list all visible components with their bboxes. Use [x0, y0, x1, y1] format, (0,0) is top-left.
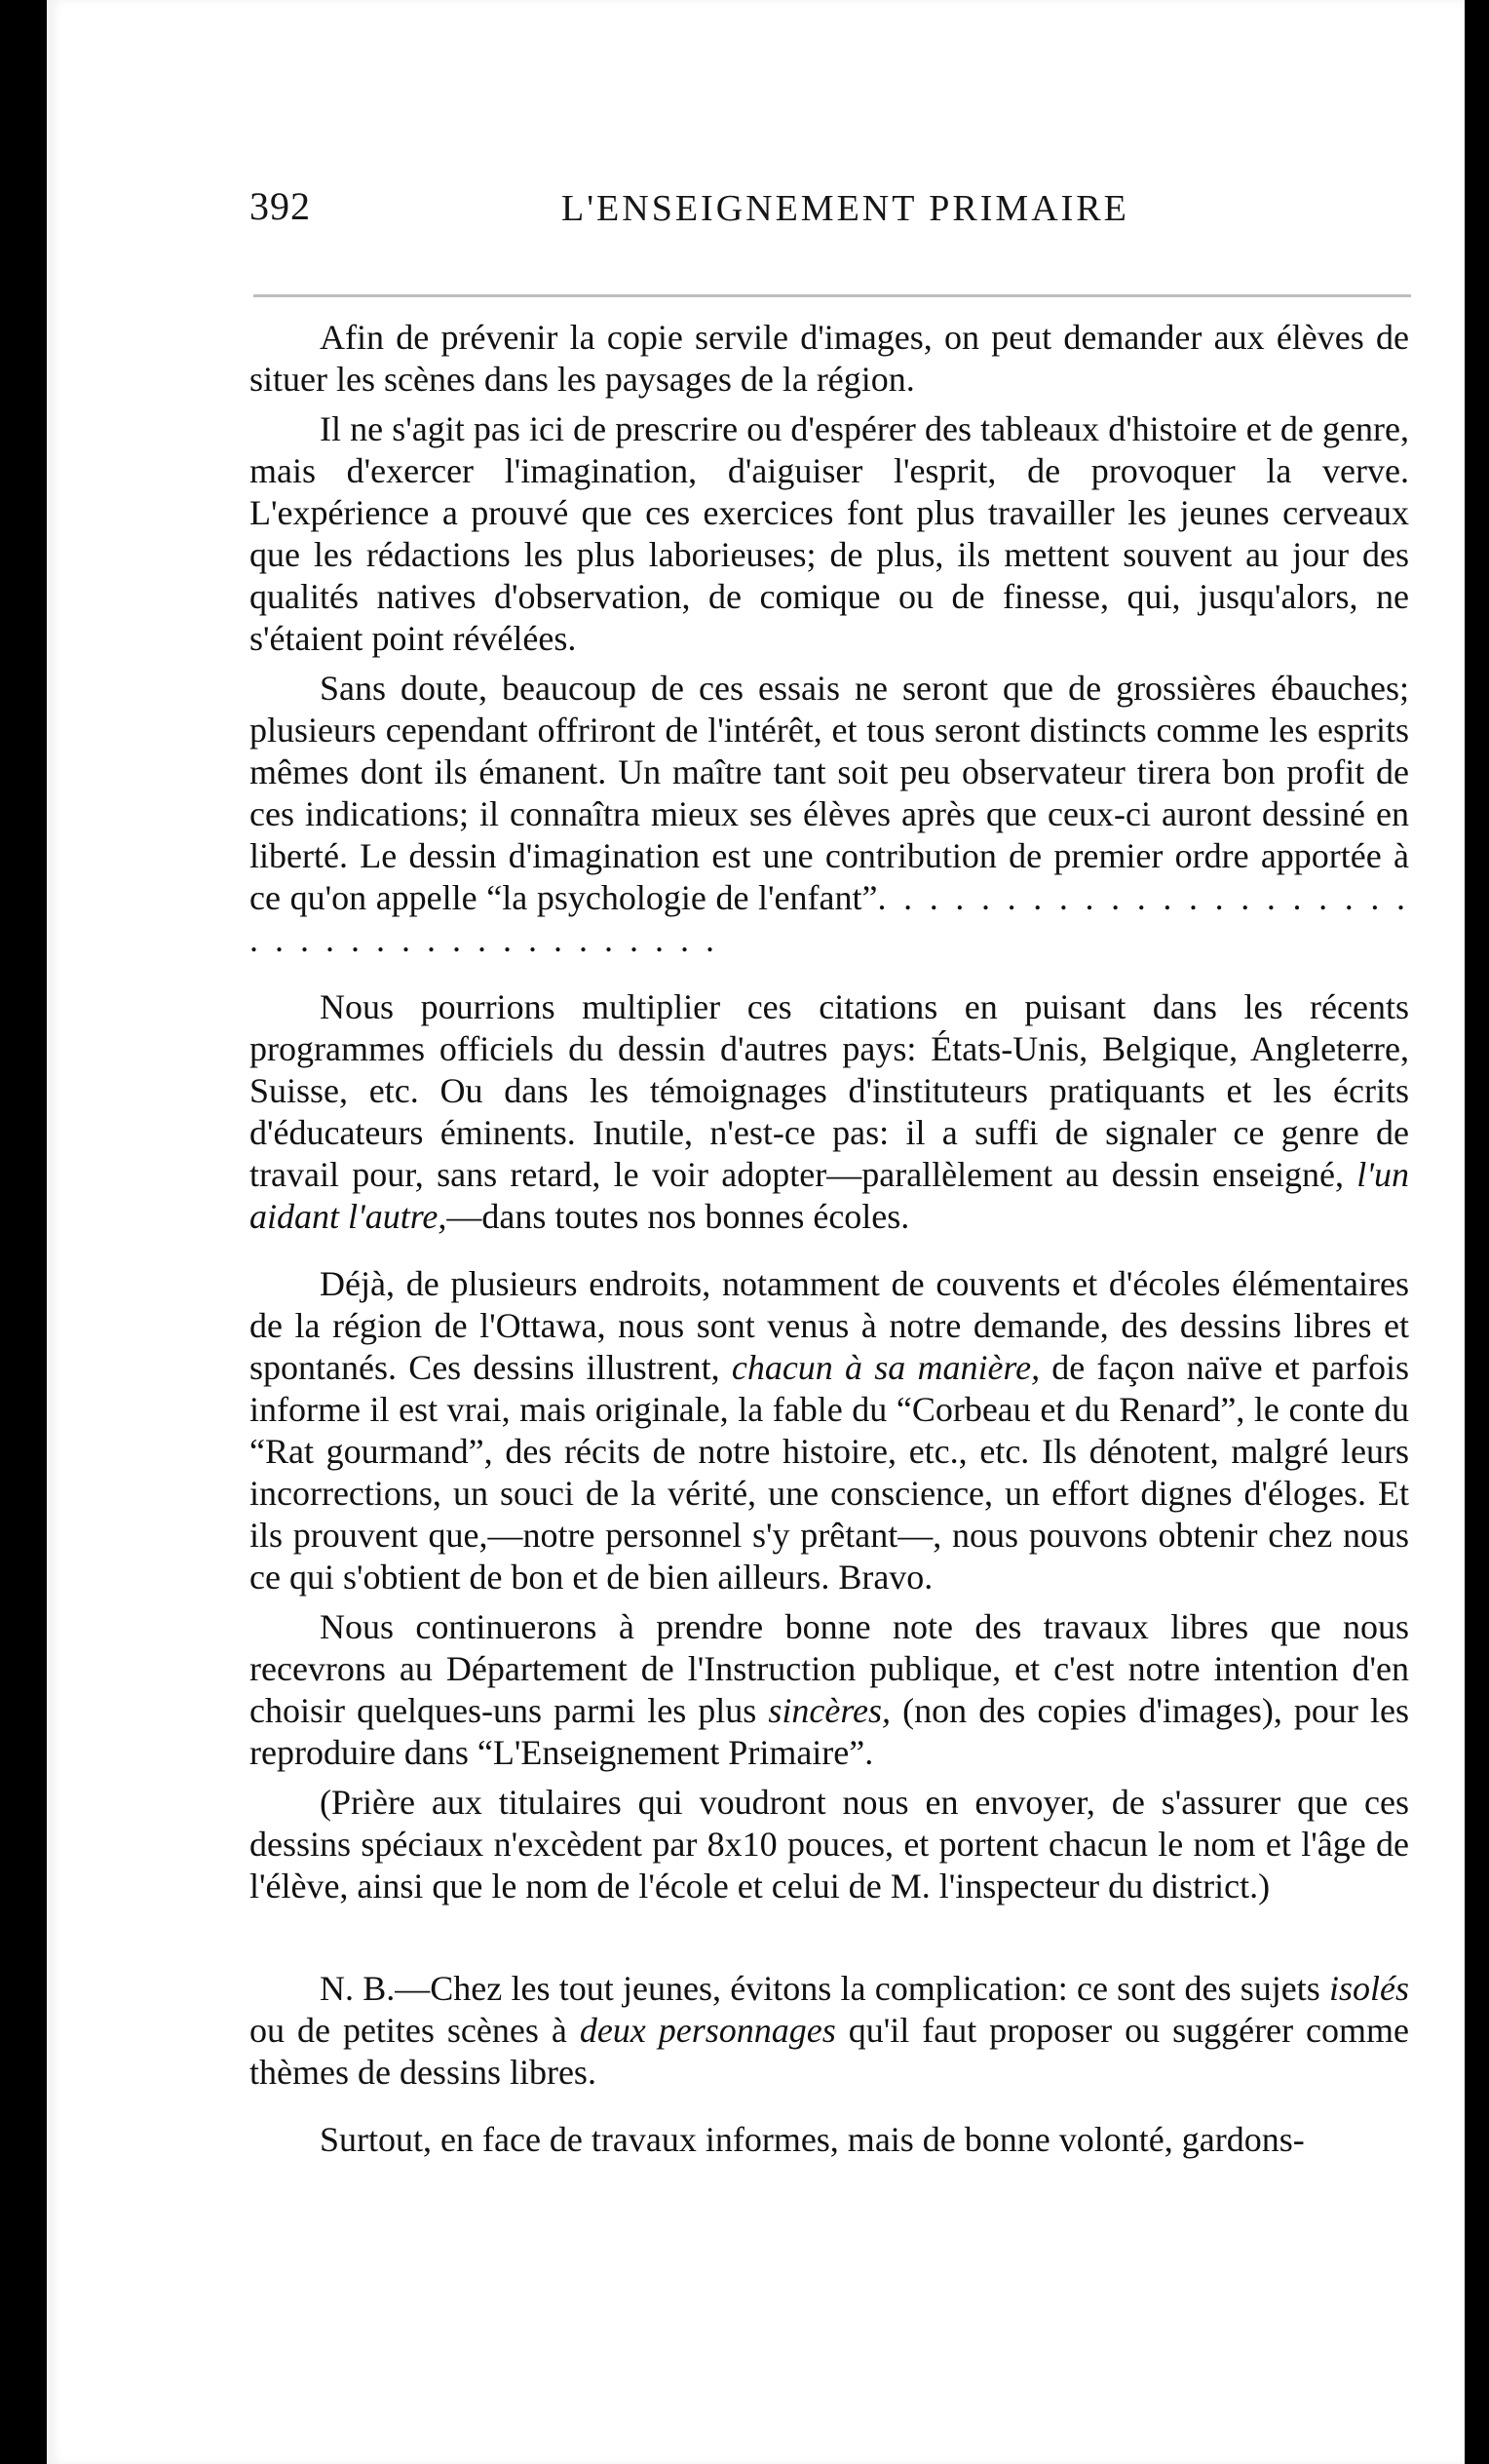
paragraph-8-text-b: ou de petites scènes à	[249, 2011, 580, 2050]
page-number: 392	[249, 184, 311, 228]
paragraph-6	[249, 1606, 1409, 1774]
page-header	[249, 183, 1409, 242]
paragraph-5-text-b: de façon naïve et parfois informe il est vrai, mais originale, la fable du “Corbeau et du Renard”, le conte du “Rat gourmand”, des récits de notre histoire, etc., etc. Ils dénotent, malgré leurs incorrections, un souci de la vérité, une conscience, un effort dignes d'éloges. Et ils prouvent que,—notre personnel s'y prêtant—, nous pouvons obtenir chez nous ce qui s'obtient de bon et de bien ailleurs. Bravo.	[249, 1348, 1409, 1597]
paragraph-8-text-a: N. B.—Chez les tout jeunes, évitons la complication: ce sont des sujets	[320, 1969, 1329, 2008]
page	[47, 0, 1465, 2464]
paragraph-9-text: Surtout, en face de travaux informes, mais de bonne volonté, gardons-	[320, 2120, 1305, 2159]
scan-border-right	[1468, 0, 1489, 2464]
paragraph-1	[249, 317, 1409, 401]
paragraph-4-emphasis: l'un aidant l'autre,	[249, 1155, 1409, 1236]
paragraph-1-text: Afin de prévenir la copie servile d'images, on peut demander aux élèves de situer les scènes dans les paysages de la région.	[249, 318, 1409, 399]
paragraph-3-text: Sans doute, beaucoup de ces essais ne seront que de grossières ébauches; plusieurs cependant offriront de l'intérêt, et tous seront distincts comme les esprits mêmes dont ils émanent. Un maître tant soit peu observateur tirera bon profit de ces indications; il connaîtra mieux ses élèves après que ceux-ci auront dessiné en liberté. Le dessin d'imagination est une contribution de premier ordre apportée à ce qu'on appelle “la psychologie de l'enfant”	[249, 669, 1409, 917]
paragraph-4	[249, 986, 1409, 1238]
running-title: L'ENSEIGNEMENT PRIMAIRE	[561, 188, 1129, 229]
paragraph-8-text-c: qu'il faut proposer ou suggérer comme thèmes de dessins libres.	[249, 2011, 1410, 2092]
paragraph-6-emphasis: sincères,	[768, 1691, 892, 1730]
paragraph-7	[249, 1782, 1409, 1907]
body-text	[249, 317, 1409, 2161]
paragraph-5-emphasis: chacun à sa manière,	[731, 1348, 1041, 1387]
paragraph-9	[249, 2119, 1409, 2161]
paragraph-7-text: (Prière aux titulaires qui voudront nous en envoyer, de s'assurer que ces dessins spéciaux n'excèdent par 8x10 pouces, et portent chacun le nom et l'âge de l'élève, ainsi que le nom de l'école et celui de M. l'inspecteur du district.)	[249, 1783, 1409, 1906]
paragraph-6-text-b: (non des copies d'images), pour les reproduire dans “L'Enseignement Primaire”.	[249, 1691, 1409, 1772]
paragraph-2-text: Il ne s'agit pas ici de prescrire ou d'espérer des tableaux d'histoire et de genre, mais d'exercer l'imagination, d'aiguiser l'esprit, de provoquer la verve. L'expérience a prouvé que ces exercices font plus travailler les jeunes cerveaux que les rédactions les plus laborieuses; de plus, ils mettent souvent au jour des qualités natives d'observation, de comique ou de finesse, qui, jusqu'alors, ne s'étaient point révélées.	[249, 409, 1409, 658]
paragraph-8	[249, 1968, 1409, 2094]
paragraph-3	[249, 668, 1409, 961]
paragraph-4-text-b: —dans toutes nos bonnes écoles.	[446, 1197, 910, 1236]
paragraph-8-emphasis-1: isolés	[1328, 1969, 1409, 2008]
header-rule	[253, 294, 1411, 297]
paragraph-8-emphasis-2: deux personnages	[579, 2011, 836, 2050]
paragraph-5-text-a: Déjà, de plusieurs endroits, notamment de couvents et d'écoles élémentaires de la région de l'Ottawa, nous sont venus à notre demande, des dessins libres et spontanés. Ces dessins illustrent,	[249, 1264, 1409, 1387]
ellipsis-dots: . . . . . . . . . . . . . . . . . . . . . . . . . . . . . . . . . . . . . . . .	[249, 878, 1409, 959]
paragraph-2	[249, 408, 1409, 660]
paragraph-6-text-a: Nous continuerons à prendre bonne note des travaux libres que nous recevrons au Département de l'Instruction publique, et c'est notre intention d'en choisir quelques-uns parmi les plus	[249, 1607, 1409, 1730]
paragraph-4-text-a: Nous pourrions multiplier ces citations en puisant dans les récents programmes officiels du dessin d'autres pays: États-Unis, Belgique, Angleterre, Suisse, etc. Ou dans les témoignages d'instituteurs pratiquants et les écrits d'éducateurs éminents. Inutile, n'est-ce pas: il a suffi de signaler ce genre de travail pour, sans retard, le voir adopter—parallèlement au dessin enseigné,	[249, 987, 1409, 1194]
paragraph-5	[249, 1263, 1409, 1598]
